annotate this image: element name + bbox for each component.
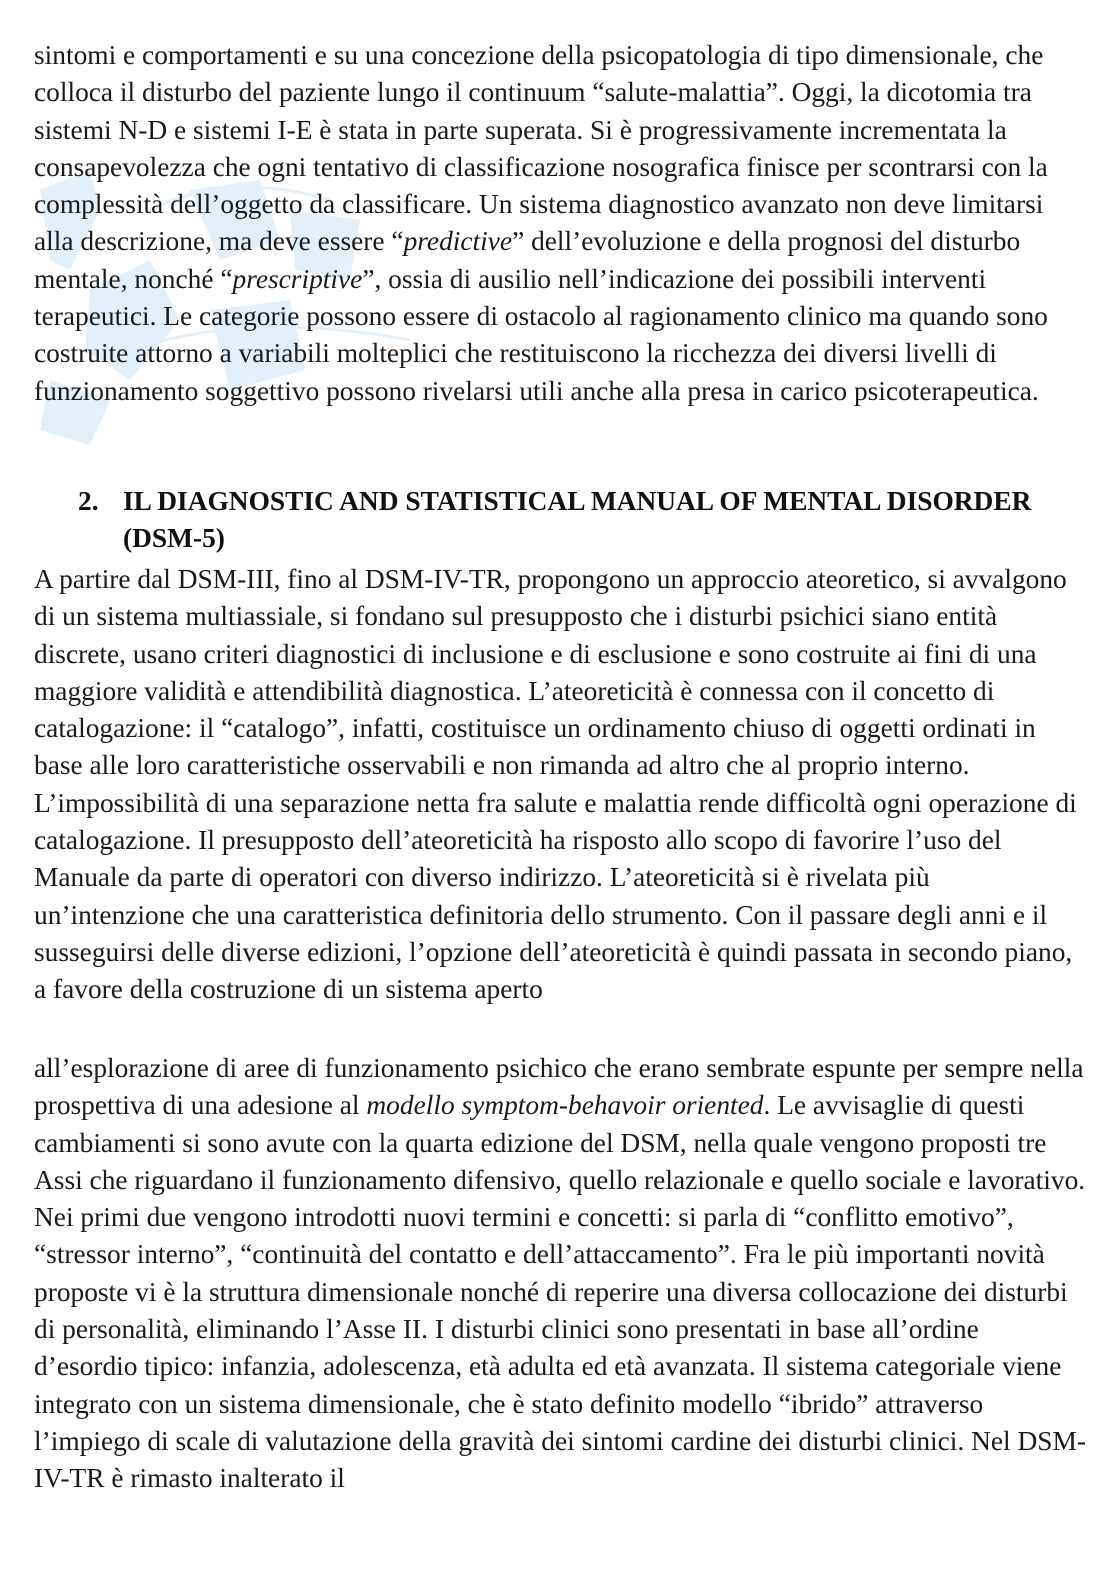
paragraph-2: A partire dal DSM-III, fino al DSM-IV-TR, propongono un approccio ateoretico, si avvalgono di un sistema multiassiale, si fondano sul presupposto che i disturbi psichici siano entità discrete, usano criteri diagnostici di inclusione e di esclusione e sono costruite ai fini di una maggiore validità e attendibilità diagnostica. L’ateoreticità è connessa con il concetto di catalogazione: il “catalogo”, infatti, costituisce un ordinamento chiuso di oggetti ordinati in base alle loro caratteristiche osservabili e non rimanda ad altro che al proprio interno. L’impossibilità di una separazione netta fra salute e malattia rende difficoltà ogni operazione di catalogazione. Il presupposto dell’ateoreticità ha risposto allo scopo di favorire l’uso del Manuale da parte di operatori con diverso indirizzo. L’ateoreticità si è rivelata più un’intenzione che una caratteristica definitoria dello strumento. Con il passare degli anni e il susseguirsi delle diverse edizioni, l’opzione dell’ateoreticità è quindi passata in secondo piano, a favore della costruzione di un sistema aperto (34, 564, 1077, 1005)
paragraph-1-text-a: sintomi e comportamenti e su una concezione della psicopatologia di tipo dimensionale, che colloca il disturbo del paziente lungo il continuum “salute-malattia”. Oggi, la dicotomia tra sistemi N-D e sistemi I-E è stata in parte superata. Si è progressivamente incrementata la consapevolezza che ogni tentativo di classificazione nosografica finisce per scontrarsi con la complessità dell’oggetto da classificare. Un sistema diagnostico avanzato non deve limitarsi alla descrizione, ma deve essere “ (34, 40, 1048, 257)
paragraph-1-text-b: ” dell’evoluzione e della prognosi del disturbo mentale, nonché “ (34, 226, 1021, 294)
paragraph-1-text-c: ”, ossia di ausilio nell’indicazione dei possibili interventi terapeutici. Le categorie possono essere di ostacolo al ragionamento clinico ma quando sono costruite attorno a variabili molteplici che restituiscono la ricchezza dei diversi livelli di funzionamento soggettivo possono rivelarsi utili anche alla presa in carico psicoterapeutica. (34, 263, 1048, 406)
paragraph-3-text-a: all’esplorazione di aree di funzionamento psichico che erano sembrate espunte per sempre nella prospettiva di una adesione al (34, 1053, 1084, 1121)
paragraph-3-text-b: . Le avvisaglie di questi cambiamenti si sono avute con la quarta edizione del DSM, nella quale vengono proposti tre Assi che riguardano il funzionamento difensivo, quello relazionale e quello sociale e lavorativo. Nei primi due vengono introdotti nuovi termini e concetti: si parla di “conflitto emotivo”, “stressor interno”, “continuità del contatto e dell’attaccamento”. Fra le più importanti novità proposte vi è la struttura dimensionale nonché di reperire una diversa collocazione dei disturbi di personalità, eliminando l’Asse II. I disturbi clinici sono presentati in base all’ordine d’esordio tipico: infanzia, adolescenza, età adulta ed età avanzata. Il sistema categoriale viene integrato con un sistema dimensionale, che è stato definito modello “ibrido” attraverso l’impiego di scale di valutazione della gravità dei sintomi cardine dei disturbi clinici. Nel DSM-IV-TR è rimasto inalterato il (34, 1090, 1086, 1494)
term-model: modello symptom-behavoir oriented (366, 1090, 764, 1121)
paragraph-1 (34, 37, 1086, 410)
section-title: IL DIAGNOSTIC AND STATISTICAL MANUAL OF MENTAL DISORDER (DSM-5) (123, 486, 1032, 554)
paragraph-3 (34, 1050, 1086, 1498)
term-predictive: predictive (403, 226, 513, 257)
term-prescriptive: prescriptive (232, 263, 363, 294)
section-heading (78, 483, 1038, 558)
section-number: 2. (78, 486, 99, 516)
